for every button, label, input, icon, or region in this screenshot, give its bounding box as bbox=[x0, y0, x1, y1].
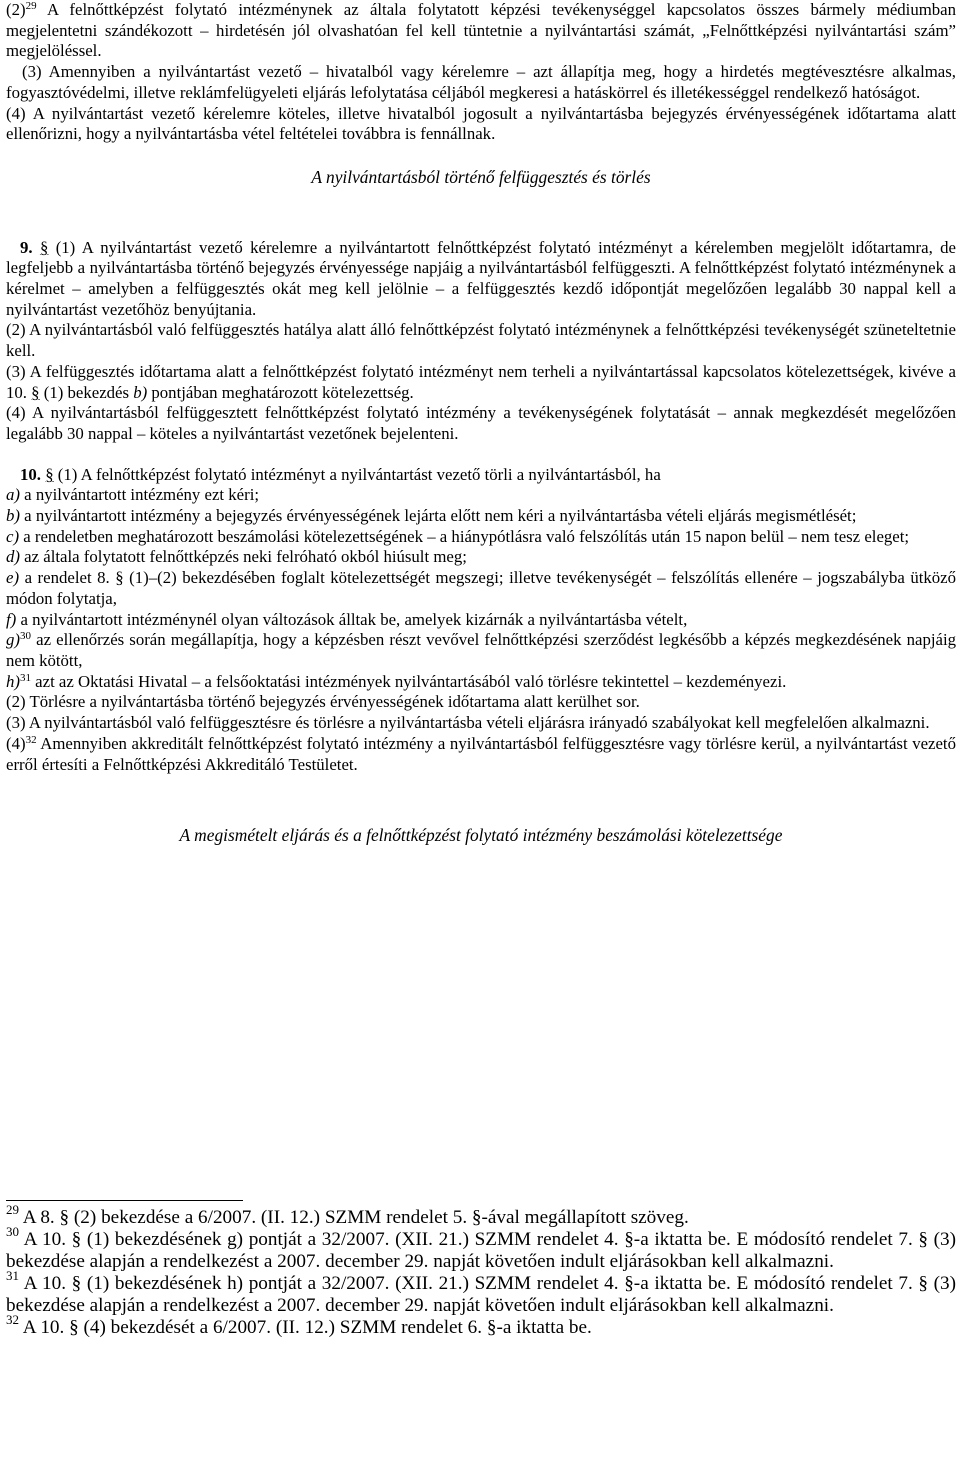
footnote bbox=[6, 1202, 956, 1229]
section-sign: § bbox=[31, 382, 40, 402]
paragraph-9-2 bbox=[6, 320, 956, 361]
list-item bbox=[6, 506, 956, 527]
footnote-text: A 10. § (1) bekezdésének g) pontját a 32/2007. (XII. 21.) SZMM rendelet 4. §-a iktatta be. E módosító rendelet 7. § (3) bekezdése alapján a rendelkezést a 2007. december 29. napját követően indult eljárásokban kell alkalmazni. bbox=[6, 1229, 956, 1272]
footnote-ref[interactable]: 30 bbox=[19, 630, 31, 643]
section-sign: § bbox=[39, 237, 49, 257]
paragraph-9-3 bbox=[6, 362, 956, 403]
paragraph-10-4 bbox=[6, 734, 956, 775]
paragraph-9-4 bbox=[6, 403, 956, 444]
paragraph-text: Amennyiben akkreditált felnőttképzést folytató intézmény a nyilvántartásból felfüggesztésre vagy törlésre kerül, a nyilvántartást vezető erről értesíti a Felnőttképzési Akkreditáló Testületet. bbox=[6, 733, 956, 774]
paragraph-number: (4) bbox=[6, 733, 26, 753]
paragraph-text: (1) A nyilvántartást vezető kérelemre a nyilvántartott felnőttképzést folytató intézményt a kérelemben megjelölt időtartamra, de legfeljebb a nyilvántartásba történő bejegyzés érvényessége napjáig a nyilvántartásból felfüggeszti. A felnőttképzést folytató intézménynek a kérelmet – amelyben a felfüggesztés okát meg kell jelölnie – a felfüggesztés kezdő időpontját megelőzően legalább 30 nappal kell a nyilvántartást vezetőhöz benyújtania. bbox=[6, 237, 956, 319]
footnote bbox=[6, 1224, 956, 1273]
list-item bbox=[6, 547, 956, 568]
section-number: 9. bbox=[20, 237, 33, 257]
list-item bbox=[6, 672, 956, 693]
paragraph-text: (2) A nyilvántartásból való felfüggesztés hatálya alatt álló felnőttképzést folytató intézménynek a felnőttképzési tevékenységét szüneteltetnie kell. bbox=[6, 320, 956, 361]
list-item bbox=[6, 568, 956, 609]
section-heading: A nyilvántartásból történő felfüggesztés és törlés bbox=[311, 166, 651, 187]
paragraph-text: pontjában meghatározott kötelezettség. bbox=[147, 382, 414, 402]
footnote-ref[interactable]: 29 bbox=[25, 0, 37, 12]
footnotes bbox=[6, 1202, 956, 1339]
paragraph-10-2 bbox=[6, 692, 956, 713]
paragraph-number: (2) bbox=[6, 0, 26, 19]
point-text: a nyilvántartott intézmény ezt kéri; bbox=[19, 485, 260, 505]
section-heading: A megismételt eljárás és a felnőttképzést folytató intézmény beszámolási kötelezettsége bbox=[179, 825, 783, 846]
point-text: a rendeletben meghatározott beszámolási kötelezettségének – a hiánypótlásra való felszólítás után 15 napon belül – nem tesz eleget; bbox=[19, 526, 910, 546]
paragraph-text: A felnőttképzést folytató intézménynek az általa folytatott képzési tevékenységgel kapcsolatos összes bármely médiumban megjelentetni szándékozott – hirdetésén jól olvashatóan fel kell tüntetnie a nyilvántartási számát, „Felnőttképzési nyilvántartási szám” megjelöléssel. bbox=[6, 0, 956, 61]
footnote-text: A 8. § (2) bekezdése a 6/2007. (II. 12.) SZMM rendelet 5. §-ával megállapított szöveg. bbox=[19, 1207, 689, 1228]
point-text: azt az Oktatási Hivatal – a felsőoktatási intézmények nyilvántartásából való törlésre tekintettel – kezdeményezi. bbox=[30, 671, 787, 691]
point-label: a) bbox=[6, 485, 20, 505]
paragraph-text: (1) bekezdés bbox=[39, 382, 134, 402]
section-sign: § bbox=[45, 464, 54, 484]
point-reference: b) bbox=[133, 382, 148, 402]
footnote-ref[interactable]: 31 bbox=[19, 671, 31, 684]
list-item bbox=[6, 630, 956, 671]
paragraph-10-1 bbox=[6, 465, 956, 486]
paragraph-text: (1) A felnőttképzést folytató intézményt a nyilvántartást vezető törli a nyilvántartásból, ha bbox=[53, 464, 661, 484]
footnote-number: 30 bbox=[6, 1224, 19, 1239]
footnote-text: A 10. § (1) bekezdésének h) pontját a 32/2007. (XII. 21.) SZMM rendelet 4. §-a iktatta be. E módosító rendelet 7. § (3) bekezdése alapján a rendelkezést a 2007. december 29. napját követően indult eljárásokban kell alkalmazni. bbox=[6, 1273, 956, 1316]
footnote-number: 32 bbox=[6, 1312, 19, 1327]
point-label: f) bbox=[6, 609, 17, 629]
point-label: b) bbox=[6, 506, 20, 526]
paragraph-8-3 bbox=[6, 62, 956, 103]
point-label: g) bbox=[6, 630, 20, 650]
point-label: e) bbox=[6, 568, 20, 588]
point-text: a nyilvántartott intézménynél olyan változások álltak be, amelyek kizárnák a nyilvántartásba vételt, bbox=[16, 609, 688, 629]
paragraph-text: (3) Amennyiben a nyilvántartást vezető – hivatalból vagy kérelemre – azt állapítja meg, hogy a hirdetés megtévesztésre alkalmas, fogyasztóvédelmi, illetve reklámfelügyeleti eljárás lefolytatása céljából megkeresi a hatáskörrel és illetékességgel rendelkező hatóságot. bbox=[6, 62, 956, 102]
point-text: a nyilvántartott intézmény a bejegyzés érvényességének lejárta előtt nem kéri a nyilvántartásba vételi eljárás megismétlését; bbox=[19, 506, 857, 526]
paragraph-text: (2) Törlésre a nyilvántartásba történő bejegyzés érvényességének időtartama alatt kerülhet sor. bbox=[6, 692, 640, 712]
point-label: c) bbox=[6, 526, 20, 546]
list-item bbox=[6, 610, 956, 631]
paragraph-9-1 bbox=[6, 238, 956, 321]
paragraph-text: (4) A nyilvántartást vezető kérelemre köteles, illetve hivatalból jogosult a nyilvántartásba bejegyzés érvényességének időtartama alatt ellenőrizni, hogy a nyilvántartásba vétel feltételei továbbra is fennállnak. bbox=[6, 103, 956, 144]
point-label: d) bbox=[6, 547, 20, 567]
list-item bbox=[6, 485, 956, 506]
paragraph-text: (3) A felfüggesztés időtartama alatt a felnőttképzést folytató intézményt nem terheli a nyilvántartással kapcsolatos kötelezettségek, kivéve a 10. bbox=[6, 361, 956, 402]
footnote-text: A 10. § (4) bekezdését a 6/2007. (II. 12.) SZMM rendelet 6. §-a iktatta be. bbox=[19, 1317, 592, 1338]
paragraph-8-4 bbox=[6, 104, 956, 145]
point-label: h) bbox=[6, 671, 20, 691]
paragraph-8-2 bbox=[6, 0, 956, 62]
document-body bbox=[6, 0, 956, 846]
paragraph-text: (3) A nyilvántartásból való felfüggesztésre és törlésre a nyilvántartásba vételi eljárásra irányadó szabályokat kell megfelelően alkalmazni. bbox=[6, 713, 930, 733]
paragraph-10-3 bbox=[6, 713, 956, 734]
list-item bbox=[6, 527, 956, 548]
point-text: a rendelet 8. § (1)–(2) bekezdésében foglalt kötelezettségét megszegi; illetve tevékenységét – felszólítás ellenére – jogszabályba ütköző módon folytatja, bbox=[6, 568, 956, 608]
paragraph-text: (4) A nyilvántartásból felfüggesztett felnőttképzést folytató intézmény a tevékenységének folytatását – annak megkezdését megelőzően legalább 30 nappal – köteles a nyilvántartást vezetőnek bejelenteni. bbox=[6, 403, 956, 443]
point-list bbox=[6, 485, 956, 692]
section-number: 10. bbox=[20, 464, 41, 484]
footnote-number: 31 bbox=[6, 1268, 19, 1283]
point-text: az ellenőrzés során megállapítja, hogy a képzésben részt vevővel felnőttképzési szerződést legkésőbb a képzés megkezdésének napjáig nem kötött, bbox=[6, 630, 956, 670]
footnote-ref[interactable]: 32 bbox=[25, 733, 37, 746]
footnote bbox=[6, 1268, 956, 1317]
footnote bbox=[6, 1312, 956, 1339]
footnote-separator bbox=[6, 1200, 243, 1201]
footnote-number: 29 bbox=[6, 1202, 19, 1217]
point-text: az általa folytatott felnőttképzés neki felróható okból hiúsult meg; bbox=[19, 547, 467, 567]
